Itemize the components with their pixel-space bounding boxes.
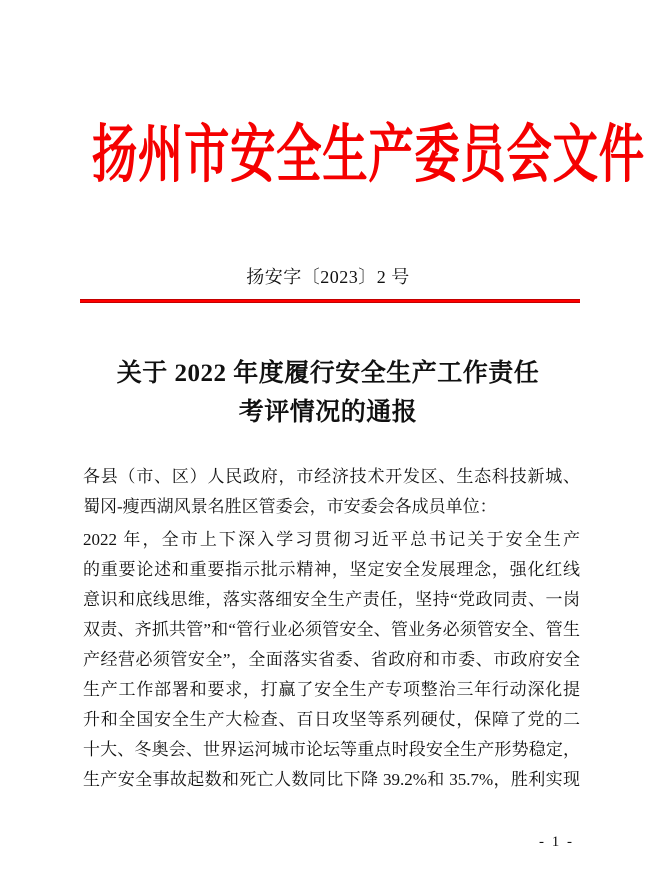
document-header-title: 扬州市安全生产委员会文件 [91, 120, 645, 190]
body-text-line: 生产安全事故起数和死亡人数同比下降 39.2%和 35.7%，胜利实现 [83, 770, 580, 789]
body-text-line: 升和全国安全生产大检查、百日攻坚等系列硬仗，保障了党的二 [83, 710, 580, 729]
document-title [0, 354, 656, 432]
salutation-line: 各县（市、区）人民政府，市经济技术开发区、生态科技新城、 [83, 467, 580, 486]
red-divider-line [80, 299, 580, 303]
body-text-line: 的重要论述和重要指示批示精神，坚定安全发展理念，强化红线 [83, 560, 580, 579]
body-text-line: 2022 年，全市上下深入学习贯彻习近平总书记关于安全生产 [83, 530, 580, 549]
salutation-line: 蜀冈-瘦西湖风景名胜区管委会，市安委会各成员单位： [83, 497, 497, 516]
body-text-line: 意识和底线思维，落实落细安全生产责任，坚持“党政同责、一岗 [83, 590, 580, 609]
body-paragraph [83, 525, 580, 795]
body-text-line: 产经营必须管安全”，全面落实省委、省政府和市委、市政府安全 [83, 650, 580, 669]
document-title-line: 考评情况的通报 [238, 399, 418, 426]
body-text-line: 生产工作部署和要求，打赢了安全生产专项整治三年行动深化提 [83, 680, 580, 699]
document-number: 扬安字〔2023〕2 号 [246, 267, 410, 287]
document-title-line: 关于 2022 年度履行安全生产工作责任 [116, 360, 540, 387]
body-text-line: 十大、冬奥会、世界运河城市论坛等重点时段安全生产形势稳定， [83, 740, 580, 759]
page-number: - 1 - [539, 834, 574, 850]
salutation-block [83, 462, 580, 522]
body-text-line: 双责、齐抓共管”和“管行业必须管安全、管业务必须管安全、管生 [83, 620, 580, 639]
